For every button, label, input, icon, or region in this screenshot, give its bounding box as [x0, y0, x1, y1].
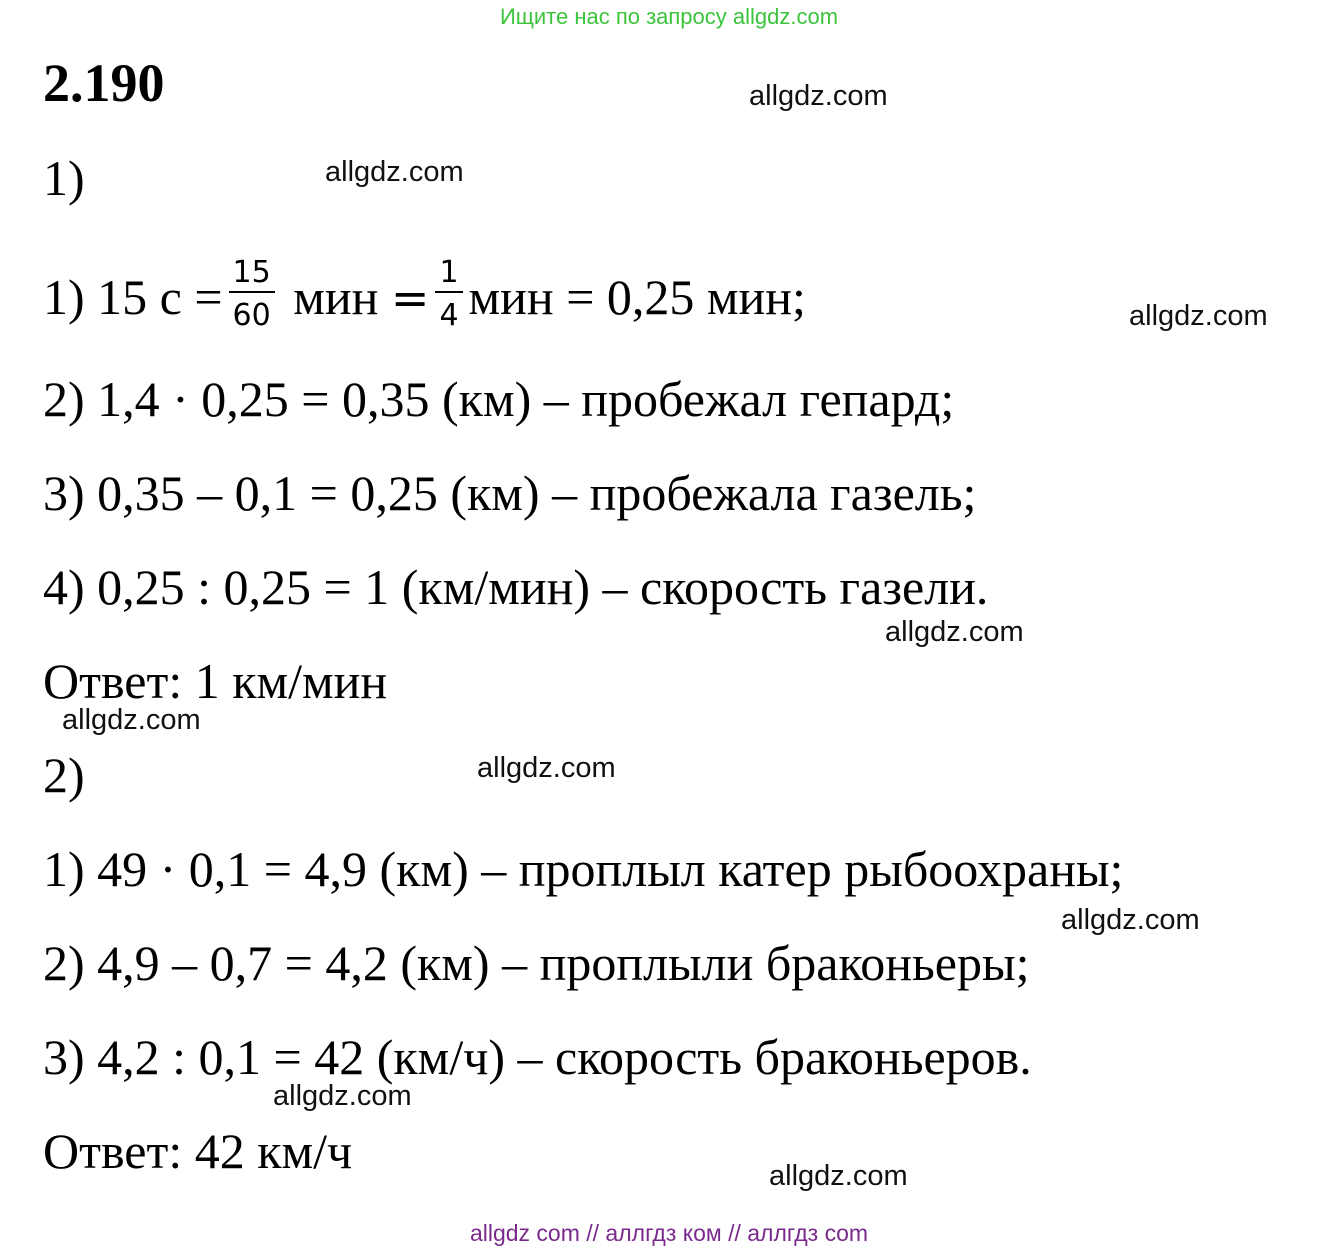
watermark: allgdz.com [885, 616, 1024, 648]
fraction-numerator: 1 [439, 255, 459, 290]
watermark: allgdz.com [273, 1080, 412, 1112]
watermark: allgdz.com [749, 80, 888, 112]
part2-step2: 2) 4,9 – 0,7 = 4,2 (км) – проплыли браконьеры; [43, 935, 1030, 991]
watermark: allgdz.com [769, 1160, 908, 1192]
top-banner: Ищите нас по запросу allgdz.com [499, 4, 839, 29]
step1-suffix: мин = 0,25 мин; [468, 268, 806, 325]
fraction-1-4 [435, 256, 462, 333]
part1-label: 1) [43, 150, 85, 206]
watermark: allgdz.com [325, 156, 464, 188]
fraction-denominator: 4 [435, 291, 462, 334]
step1-unit: мин [293, 268, 379, 325]
fraction-15-60 [229, 256, 275, 333]
step1-prefix: 1) 15 с = [43, 268, 223, 325]
footer-links: allgdz com // аллгдз ком // аллгдз com [469, 1220, 869, 1246]
part1-step1 [43, 255, 806, 341]
part2-step3: 3) 4,2 : 0,1 = 42 (км/ч) – скорость браконьеров. [43, 1029, 1032, 1085]
part2-answer: Ответ: 42 км/ч [43, 1123, 353, 1179]
part1-step4: 4) 0,25 : 0,25 = 1 (км/мин) – скорость газели. [43, 559, 989, 615]
equals-sign: = [390, 270, 430, 325]
watermark: allgdz.com [477, 752, 616, 784]
part1-answer: Ответ: 1 км/мин [43, 653, 388, 709]
watermark: allgdz.com [1061, 904, 1200, 936]
problem-number: 2.190 [43, 53, 165, 113]
fraction-denominator: 60 [229, 291, 275, 334]
watermark: allgdz.com [62, 704, 201, 736]
part2-step1: 1) 49 · 0,1 = 4,9 (км) – проплыл катер рыбоохраны; [43, 841, 1124, 897]
fraction-numerator: 15 [232, 255, 271, 290]
part2-label: 2) [43, 747, 85, 803]
part1-step2: 2) 1,4 · 0,25 = 0,35 (км) – пробежал гепард; [43, 371, 955, 427]
watermark: allgdz.com [1129, 300, 1268, 332]
part1-step3: 3) 0,35 – 0,1 = 0,25 (км) – пробежала газель; [43, 465, 977, 521]
